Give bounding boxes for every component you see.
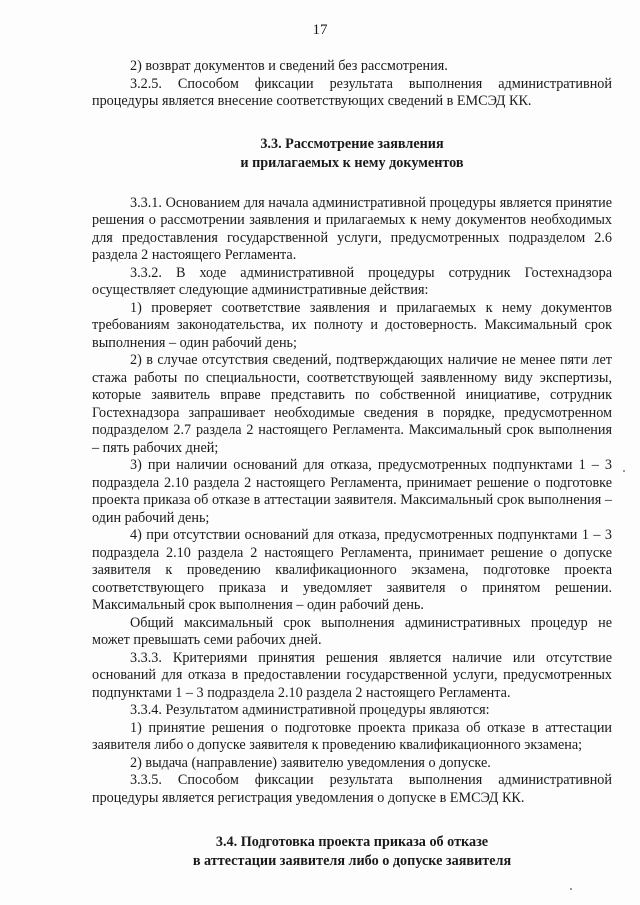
list-item-result-notice: 2) выдача (направление) заявителю уведомления о допуске. (130, 754, 491, 771)
section-heading-3-4-line1: 3.4. Подготовка проекта приказа об отказе (215, 834, 489, 850)
paragraph-3-3-2: 3.3.2. В ходе административной процедуры сотрудник Гостехнадзора осуществляет следующие административные действия: (92, 264, 612, 298)
section-heading-3-3-line1: 3.3. Рассмотрение заявления (260, 135, 444, 152)
paragraph-3-3-3: 3.3.3. Критериями принятия решения является наличие или отсутствие оснований для отказа в предоставлении государственной услуги, предусмотренных подпунктами 1 – 3 подраздела 2.10 раздела 2 настоящего Регламента. (92, 649, 612, 701)
list-item-admission-decision: 4) при отсутствии оснований для отказа, предусмотренных подпунктами 1 – 3 подраздела 2.10 раздела 2 настоящего Регламента, принимает решение о допуске заявителя к проведению квалификационного экзамена, подготовке проекта соответствующего приказа и уведомляет заявителя о принятом решении. Максимальный срок выполнения – один рабочий день. (92, 527, 612, 613)
section-heading-3-3-line2: и прилагаемых к нему документов (240, 154, 464, 171)
section-heading-3-4 (92, 833, 612, 871)
page-number: 17 (312, 22, 328, 38)
paragraph-3-3-5: 3.3.5. Способом фиксации результата выполнения административной процедуры является регистрация уведомления о допуске в ЕМСЭД КК. (92, 772, 612, 806)
paragraph-total-term: Общий максимальный срок выполнения административных процедур не может превышать семи рабочих дней. (92, 614, 612, 648)
section-heading-3-3 (92, 135, 612, 173)
scan-speck (570, 888, 572, 890)
scan-speck (623, 470, 625, 472)
document-body (92, 58, 612, 871)
paragraph-return-documents: 2) возврат документов и сведений без рассмотрения. (130, 58, 448, 74)
list-item-refusal-grounds: 3) при наличии оснований для отказа, предусмотренных подпунктами 1 – 3 подраздела 2.10 раздела 2 настоящего Регламента, принимает решение о подготовке проекта приказа об отказе в аттестации заявителя. Максимальный срок выполнения – один рабочий день; (92, 457, 612, 526)
list-item-result-decision: 1) принятие решения о подготовке проекта приказа об отказе в аттестации заявителя либо о допуске заявителя к проведению квалификационного экзамена; (92, 719, 612, 753)
list-item-request-info: 2) в случае отсутствия сведений, подтверждающих наличие не менее пяти лет стажа работы по специальности, соответствующей заявленному виду экспертизы, которые заявитель вправе представить по собственной инициативе, сотрудник Гостехнадзора запрашивает необходимые сведения в порядке, предусмотренном подразделом 2.7 раздела 2 настоящего Регламента. Максимальный срок выполнения – пять рабочих дней; (92, 352, 612, 456)
paragraph-3-3-1: 3.3.1. Основанием для начала административной процедуры является принятие решения о рассмотрении заявления и прилагаемых к нему документов необходимых для предоставления государственной услуги, предусмотренных подразделом 2.6 раздела 2 настоящего Регламента. (92, 194, 612, 263)
paragraph-3-3-4: 3.3.4. Результатом административной процедуры являются: (130, 702, 490, 718)
section-heading-3-4-line2: в аттестации заявителя либо о допуске заявителя (192, 853, 512, 869)
paragraph-3-2-5: 3.2.5. Способом фиксации результата выполнения административной процедуры является внесение соответствующих сведений в ЕМСЭД КК. (92, 75, 612, 109)
list-item-check-documents: 1) проверяет соответствие заявления и прилагаемых к нему документов требованиям законодательства, их полноту и достоверность. Максимальный срок выполнения – один рабочий день; (92, 299, 612, 351)
